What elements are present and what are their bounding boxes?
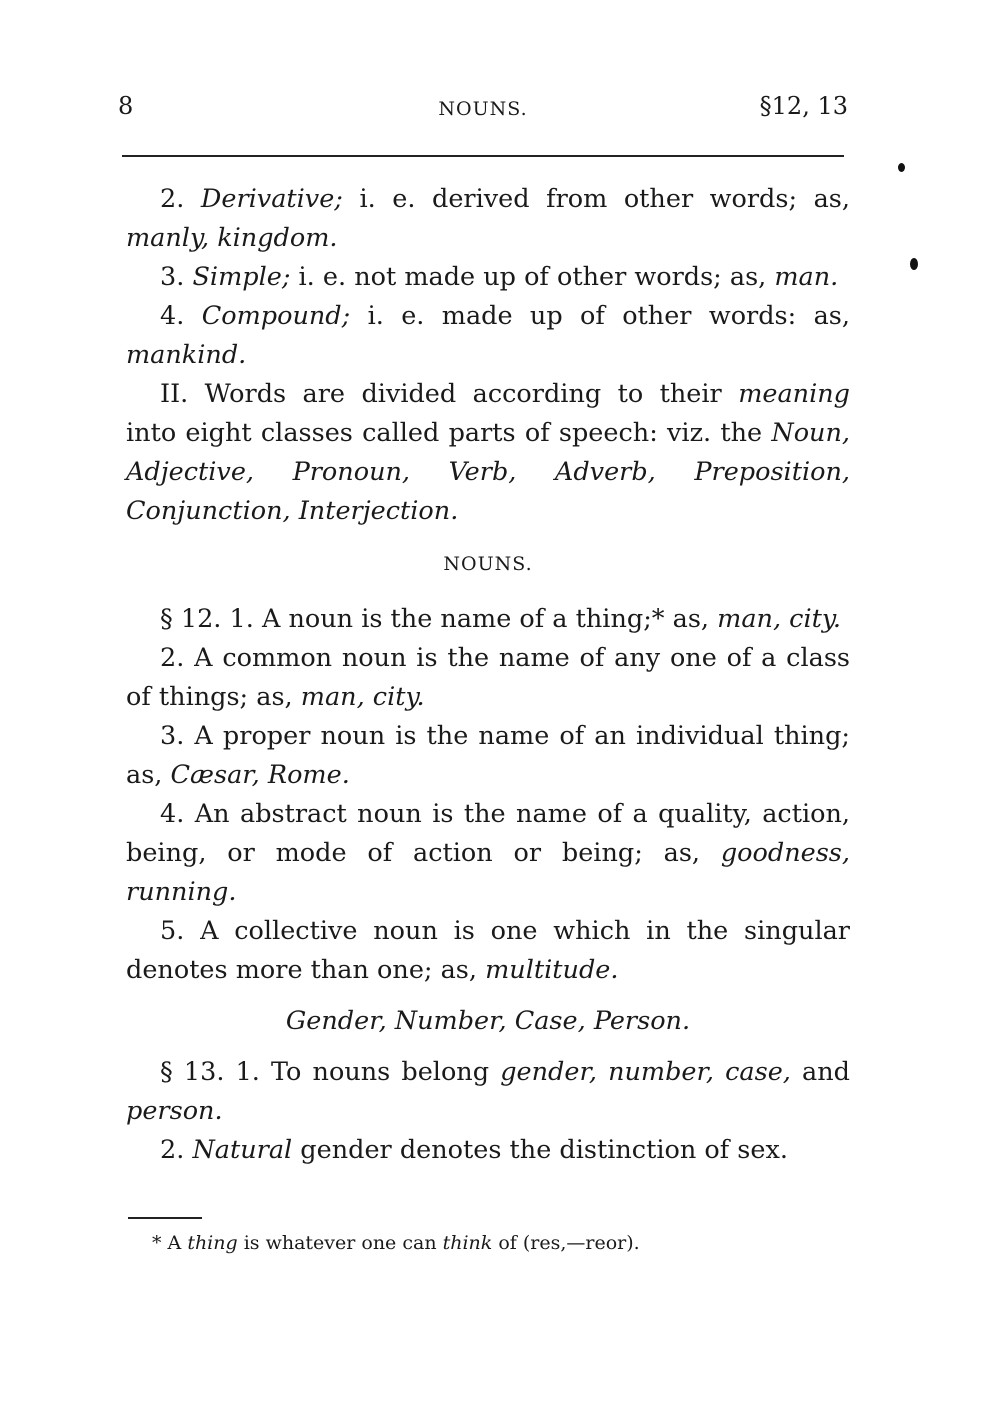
- paragraph-12-3: 3. A proper noun is the name of an individual thing; as, Cæsar, Rome.: [126, 721, 850, 790]
- page-number: 8: [118, 92, 134, 120]
- paragraph-12-1: § 12. 1. A noun is the name of a thing;* as, man, city.: [160, 604, 841, 634]
- paragraph-13-2: 2. Natural gender denotes the distinction of sex.: [160, 1135, 788, 1165]
- ink-speck: [898, 163, 905, 172]
- section-heading-nouns: NOUNS.: [443, 553, 533, 575]
- paragraph-13-1: § 13. 1. To nouns belong gender, number, case, and person.: [126, 1057, 850, 1126]
- paragraph-12-4: 4. An abstract noun is the name of a quality, action, being, or mode of action or being; as, goodness, running.: [126, 799, 850, 907]
- footnote-rule: [128, 1217, 202, 1219]
- paragraph-parts-of-speech: II. Words are divided according to their meaning into eight classes called parts of speech: viz. the Noun, Adjective, Pronoun, Verb, Adverb, Preposition, Conjunction, Interjection.: [126, 379, 850, 526]
- paragraph-compound: 4. Compound; i. e. made up of other words: as, mankind.: [126, 301, 850, 370]
- page-header: [118, 92, 848, 132]
- paragraph-12-5: 5. A collective noun is one which in the singular denotes more than one; as, multitude.: [126, 916, 850, 985]
- paragraph-simple: 3. Simple; i. e. not made up of other words; as, man.: [160, 262, 839, 292]
- header-rule: [122, 155, 844, 157]
- page-body: [126, 180, 850, 1170]
- subheading-gender-number-case-person: Gender, Number, Case, Person.: [285, 1006, 691, 1036]
- section-reference: §12, 13: [759, 92, 848, 120]
- ink-speck: [910, 258, 918, 270]
- paragraph-derivative: 2. Derivative; i. e. derived from other words; as, manly, kingdom.: [126, 184, 850, 253]
- paragraph-12-2: 2. A common noun is the name of any one of a class of things; as, man, city.: [126, 643, 850, 712]
- running-title: NOUNS.: [438, 98, 528, 120]
- footnote: * A thing is whatever one can think of (res,—reor).: [152, 1232, 640, 1254]
